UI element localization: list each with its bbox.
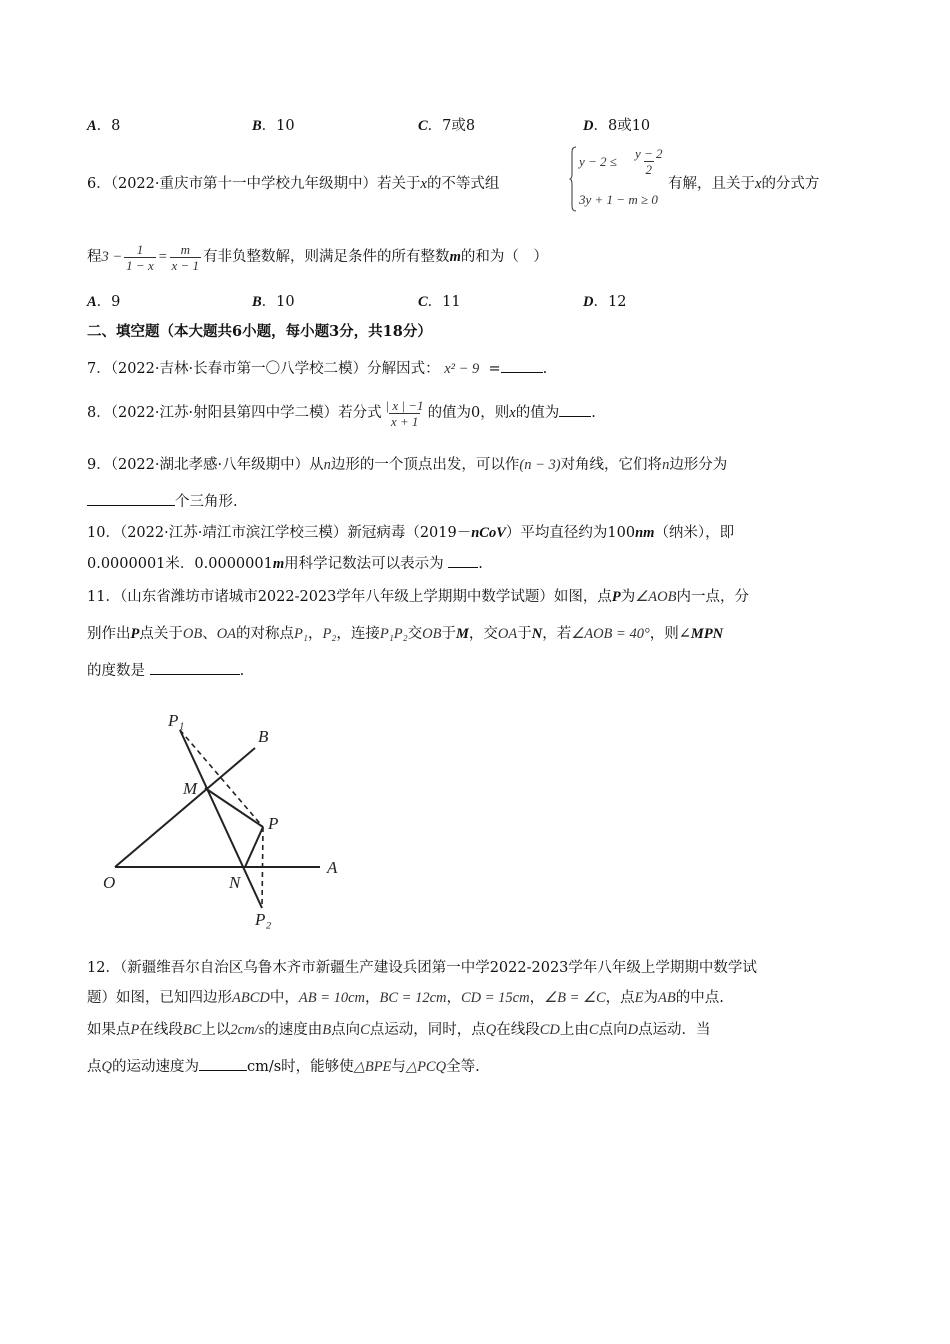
q9-answer-blank[interactable] <box>87 491 175 506</box>
q7-answer-blank[interactable] <box>501 358 543 373</box>
q7: 7．（2022·吉林·长春市第一〇八学校二模）分解因式： x² − 9 = . <box>87 358 547 379</box>
q6-eq-fraction-2: $\frac{m}{x - 1}$ <box>171 241 200 273</box>
q6-line1-right: 有解，且关于x的分式方 <box>668 176 820 192</box>
q6-inequality-system <box>569 146 679 216</box>
q6-option-a[interactable]: A．9 <box>87 294 121 310</box>
q6-line2: 程3 − $\frac{1}{1 - x}$ = $\frac{m}{x - 1}$ 有非负整数解，则满足条件的所有整数m的和为（ ） <box>87 241 548 273</box>
brace-icon <box>569 146 577 212</box>
segment-np <box>245 827 263 867</box>
q5-option-a[interactable]: A．8 <box>87 118 121 134</box>
label-m: M <box>183 779 198 798</box>
q12-answer-blank[interactable] <box>199 1056 247 1071</box>
q11-line1: 11．（山东省潍坊市诸城市2022-2023学年八年级上学期期中数学试题）如图，点P为∠AOB内一点，分 <box>87 589 749 605</box>
q8-fraction: $\frac{| x | -1}{x + 1}$ <box>385 397 424 429</box>
label-p: P <box>268 814 279 833</box>
q12-line1: 12．（新疆维吾尔自治区乌鲁木齐市新疆生产建设兵团第一中学2022-2023学年八年级上学期期中数学试 <box>87 960 757 976</box>
label-b: B <box>258 727 269 746</box>
q8: 8．（2022·江苏·射阳县第四中学二模）若分式 $\frac{| x | -1}{x + 1}$ 的值为0，则x的值为 . <box>87 397 596 429</box>
label-n: N <box>229 873 241 892</box>
q5-option-d[interactable]: D．8或10 <box>583 118 651 134</box>
q6-option-b[interactable]: B．10 <box>252 294 295 310</box>
q6-system-fraction: $\frac{y - 2}{2}$ <box>635 146 663 177</box>
q11-line3: 的度数是 . <box>87 660 244 681</box>
q9-line2: 个三角形. <box>87 491 238 512</box>
q6-system-row1: y − 2 ≤ <box>579 154 617 169</box>
q11-geometry-figure <box>95 700 355 930</box>
q6-eq-fraction-1: $\frac{1}{1 - x}$ <box>126 241 154 273</box>
q10-answer-blank[interactable] <box>448 553 478 568</box>
label-a: A <box>327 858 338 877</box>
q12-line3: 如果点P在线段BC上以2cm/s的速度由B点向C点运动，同时，点Q在线段CD上由C点向D点运动．当 <box>87 1022 711 1038</box>
q10-line1: 10．（2022·江苏·靖江市滨江学校三模）新冠病毒（2019－nCoV）平均直径约为100nm（纳米），即 <box>87 525 735 541</box>
q6-option-c[interactable]: C．11 <box>418 294 461 310</box>
label-p1: P₁ <box>168 711 185 730</box>
section-heading: 二、填空题（本大题共6小题，每小题3分，共18分） <box>87 323 432 340</box>
q8-answer-blank[interactable] <box>559 402 591 417</box>
dashed-pp2 <box>262 827 263 908</box>
q6-option-d[interactable]: D．12 <box>583 294 627 310</box>
q10-line2: 0.0000001米．0.0000001m用科学记数法可以表示为 . <box>87 553 483 574</box>
q11-line2: 别作出P点关于OB、OA的对称点P₁，P₂，连接P₁P₂交OB于M，交OA于N，若∠AOB = 40°，则∠MPN <box>87 626 724 642</box>
q11-answer-blank[interactable] <box>150 660 240 675</box>
q9-line1: 9．（2022·湖北孝感·八年级期中）从n边形的一个顶点出发，可以作(n − 3)对角线，它们将n边形分为 <box>87 457 728 473</box>
q12-line2: 题）如图，已知四边形ABCD中，AB = 10cm，BC = 12cm，CD = 15cm，∠B = ∠C，点E为AB的中点. <box>87 990 724 1006</box>
q5-option-c[interactable]: C．7或8 <box>418 118 476 134</box>
q6-line1-left: 6．（2022·重庆市第十一中学校九年级期中）若关于x的不等式组 <box>87 176 500 192</box>
label-o: O <box>103 873 116 892</box>
q6-system-row2: 3y + 1 − m ≥ 0 <box>579 192 658 207</box>
q12-line4: 点Q的运动速度为 cm/s时，能够使△BPE与△PCQ全等. <box>87 1056 480 1077</box>
q5-option-b[interactable]: B．10 <box>252 118 295 134</box>
label-p2: P₂ <box>255 910 272 929</box>
